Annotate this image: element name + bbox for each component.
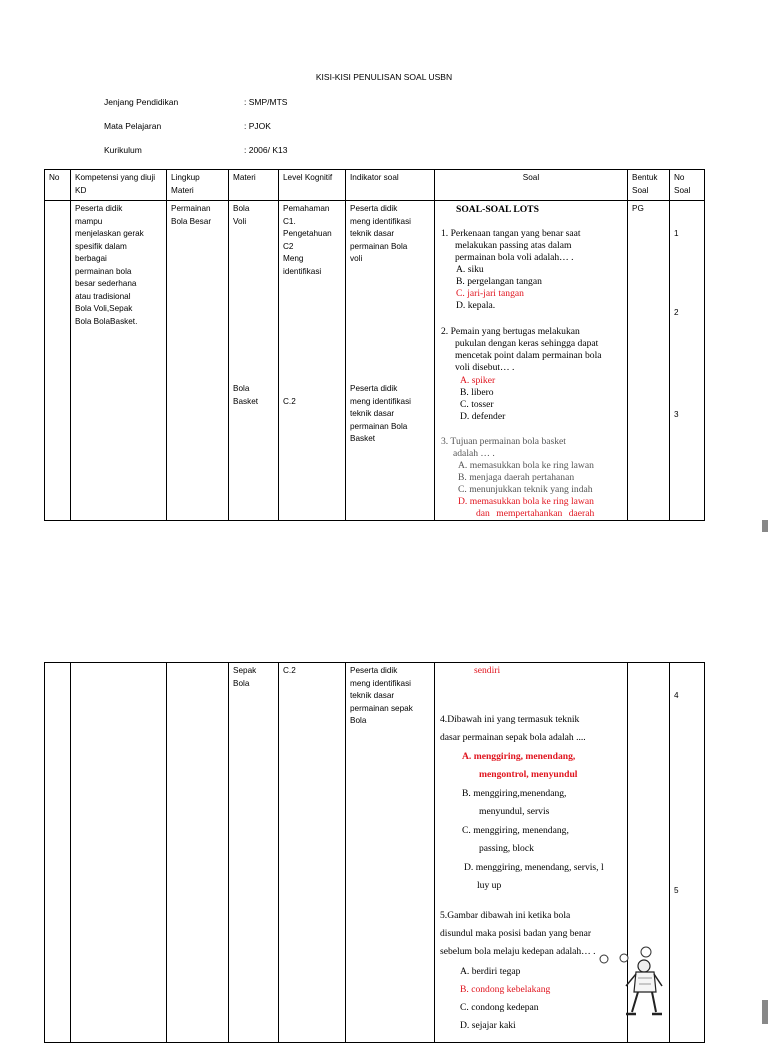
header-materi: Materi	[229, 170, 279, 201]
materi-basket-line: Bola	[233, 384, 250, 393]
lingkup-line: Permainan	[171, 204, 211, 213]
lingkup-line: Bola Besar	[171, 216, 212, 226]
indikator-line: permainan sepak	[350, 703, 413, 713]
indikator-line: meng identifikasi	[350, 216, 411, 226]
kisi-kisi-table	[44, 169, 705, 521]
kd-line: Bola Voli,Sepak	[75, 304, 133, 313]
q3-line: adalah … .	[453, 448, 495, 459]
no-soal-5: 5	[674, 886, 679, 895]
q5-option: A. berdiri tegap	[460, 966, 521, 977]
header-level: Level Kognitif	[279, 170, 346, 201]
cell-no-soal	[670, 663, 705, 1043]
indikator-line: Peserta didik	[350, 384, 398, 393]
materi-voli-line: Voli	[233, 216, 247, 226]
q1-line: 1. Perkenaan tangan yang benar saat	[441, 228, 581, 239]
header-lingkup: Lingkup Materi	[167, 170, 229, 201]
q5-option: C. condong kedepan	[460, 1002, 539, 1013]
q4-option-cont: menyundul, servis	[479, 806, 550, 817]
kd-line: mampu	[75, 216, 103, 226]
meta-value-mapel: : PJOK	[244, 121, 271, 131]
q3-option-correct-cont: dan mempertahankan daerah	[476, 508, 595, 519]
q2-option: B. libero	[460, 387, 494, 398]
indikator-line: Basket	[350, 434, 376, 443]
header-indikator: Indikator soal	[346, 170, 435, 201]
cell-indikator	[346, 201, 435, 521]
q4-stem: 4.Dibawah ini yang termasuk teknik	[440, 714, 580, 725]
q2-option: C. tosser	[460, 399, 494, 410]
cell-indikator	[346, 663, 435, 1043]
indikator-line: voli	[350, 254, 363, 263]
q2-line: mencetak point dalam permainan bola	[455, 350, 602, 361]
no-soal-3: 3	[674, 410, 679, 419]
q2-option-correct: A. spiker	[460, 375, 496, 386]
indikator-line: meng identifikasi	[350, 678, 411, 688]
q1-option: A. siku	[456, 264, 484, 275]
q4-option-correct-cont: mengontrol, menyundul	[479, 769, 578, 780]
cell-no	[45, 663, 71, 1043]
header-kompetensi: Kompetensi yang diuji KD	[71, 170, 167, 201]
kd-line: besar sederhana	[75, 279, 137, 288]
level-line: Pengetahuan	[283, 229, 332, 238]
q4-option: C. menggiring, menendang,	[462, 825, 569, 836]
cell-no	[45, 201, 71, 521]
q2-line: 2. Pemain yang bertugas melakukan	[441, 326, 580, 337]
meta-label-jenjang: Jenjang Pendidikan	[104, 97, 179, 107]
q1-line: permainan bola voli adalah… .	[455, 252, 574, 263]
indikator-line: meng identifikasi	[350, 396, 411, 406]
indikator-line: teknik dasar	[350, 229, 395, 238]
q4-option: D. menggiring, menendang, servis, l	[464, 862, 604, 873]
materi-sepak-line: Sepak	[233, 666, 257, 675]
indikator-line: permainan Bola	[350, 421, 408, 431]
q2-option: D. defender	[460, 411, 506, 422]
q3-option-correct: D. memasukkan bola ke ring lawan	[458, 496, 594, 507]
indikator-line: Peserta didik	[350, 666, 398, 675]
kd-line: permainan bola	[75, 266, 132, 276]
indikator-line: permainan Bola	[350, 241, 408, 251]
q3-line: 3. Tujuan permainan bola basket	[441, 436, 566, 447]
meta-value-jenjang: : SMP/MTS	[244, 97, 288, 107]
q4-stem: dasar permainan sepak bola adalah ....	[440, 732, 586, 743]
table-header-row	[45, 170, 705, 201]
q1-option: D. kepala.	[456, 300, 496, 311]
table-row	[45, 201, 705, 521]
indikator-line: Bola	[350, 716, 367, 725]
cell-kompetensi	[71, 663, 167, 1043]
document-title: KISI-KISI PENULISAN SOAL USBN	[315, 72, 453, 82]
page-edge-mark	[762, 520, 768, 532]
level-line: identifikasi	[283, 266, 322, 276]
materi-sepak-line: Bola	[233, 678, 250, 688]
heading-illustration-icon	[596, 942, 668, 1022]
q4-option: B. menggiring,menendang,	[462, 788, 567, 799]
cell-level: C.2	[279, 663, 346, 1043]
q4-option-cont: passing, block	[479, 843, 534, 854]
no-soal-2: 2	[674, 308, 679, 317]
header-soal: Soal	[435, 170, 628, 201]
q2-line: voli disebut… .	[455, 362, 515, 373]
q3-option: B. menjaga daerah pertahanan	[458, 472, 575, 483]
q2-line: pukulan dengan keras sehingga dapat	[455, 338, 599, 349]
level-basket: C.2	[283, 397, 296, 406]
q5-line: 5.Gambar dibawah ini ketika bola	[440, 910, 571, 921]
meta-value-kurikulum: : 2006/ K13	[244, 145, 288, 155]
cell-level	[279, 201, 346, 521]
level-line: Meng	[283, 254, 304, 263]
q5-option-correct: B. condong kebelakang	[460, 984, 551, 995]
q5-line: sebelum bola melaju kedepan adalah… .	[440, 946, 596, 957]
no-soal-4: 4	[674, 691, 679, 700]
meta-label-kurikulum: Kurikulum	[104, 145, 142, 155]
cell-kompetensi	[71, 201, 167, 521]
kd-line: atau tradisional	[75, 291, 131, 301]
q1-line: melakukan passing atas dalam	[455, 240, 572, 251]
q5-option: D. sejajar kaki	[460, 1020, 516, 1031]
level-line: Pemahaman	[283, 204, 330, 213]
header-no: No	[45, 170, 71, 201]
q4-option-correct: A. menggiring, menendang,	[462, 751, 576, 762]
kd-line: Bola BolaBasket.	[75, 316, 138, 326]
cell-no-soal	[670, 201, 705, 521]
q3-option: A. memasukkan bola ke ring lawan	[458, 460, 594, 471]
no-soal-1: 1	[674, 229, 679, 238]
q1-option-correct: C. jari-jari tangan	[456, 288, 524, 299]
kd-line: menjelaskan gerak	[75, 229, 144, 238]
q5-line: disundul maka posisi badan yang benar	[440, 928, 592, 939]
level-line: C2	[283, 241, 294, 251]
materi-basket-line: Basket	[233, 396, 259, 406]
soal-heading: SOAL-SOAL LOTS	[456, 204, 539, 215]
materi-voli-line: Bola	[233, 204, 250, 213]
meta-label-mapel: Mata Pelajaran	[104, 121, 162, 131]
cell-bentuk: PG	[628, 201, 670, 521]
q1-option: B. pergelangan tangan	[456, 276, 542, 287]
kd-line: berbagai	[75, 254, 107, 263]
indikator-line: Peserta didik	[350, 204, 398, 213]
cell-materi	[229, 201, 279, 521]
header-bentuk: Bentuk Soal	[628, 170, 670, 201]
cell-lingkup	[167, 201, 229, 521]
kd-line: spesifik dalam	[75, 241, 127, 251]
q3-carry-over: sendiri	[474, 665, 501, 676]
page-edge-mark	[762, 1000, 768, 1024]
kd-line: Peserta didik	[75, 204, 123, 213]
cell-materi	[229, 663, 279, 1043]
indikator-line: teknik dasar	[350, 691, 395, 700]
level-line: C1.	[283, 216, 296, 226]
q4-option-cont: luy up	[477, 880, 502, 891]
header-no-soal: No Soal	[670, 170, 705, 201]
indikator-line: teknik dasar	[350, 409, 395, 418]
q3-option: C. menunjukkan teknik yang indah	[458, 484, 593, 495]
cell-lingkup	[167, 663, 229, 1043]
